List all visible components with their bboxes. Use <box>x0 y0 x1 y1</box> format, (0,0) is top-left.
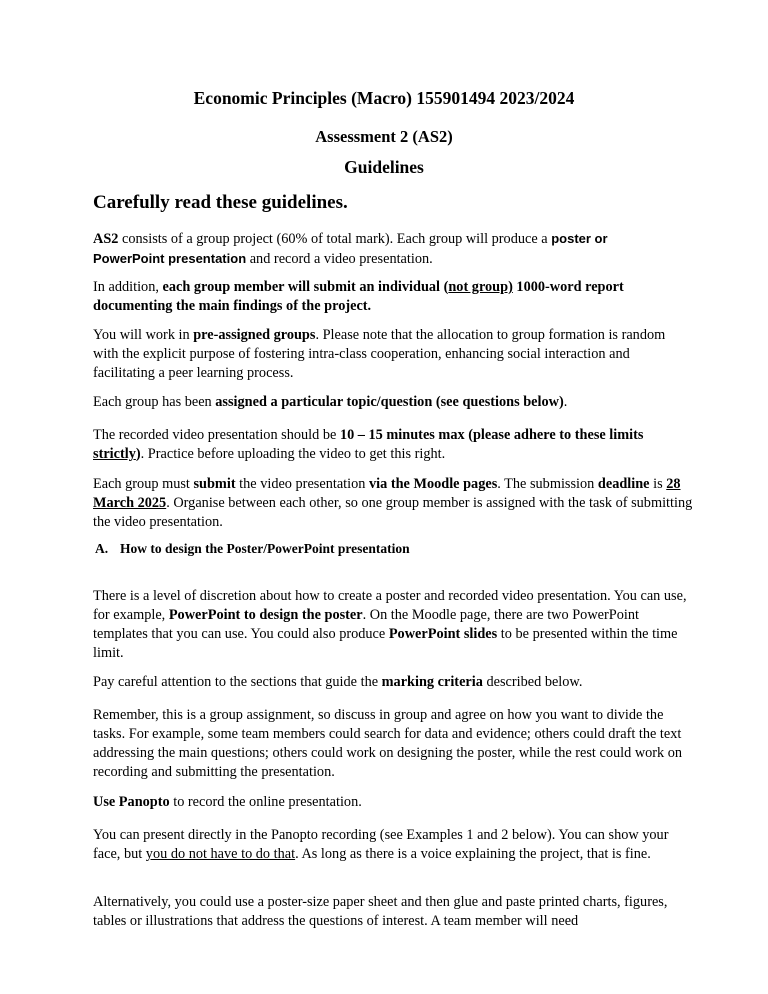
paragraph-individual-report: In addition, each group member will submit an individual (not group) 1000-word report documenting the main findings of the project. <box>93 279 624 314</box>
section-a-title: How to design the Poster/PowerPoint presentation <box>120 541 410 556</box>
section-a-heading <box>95 541 695 557</box>
paragraph-video-length: The recorded video presentation should be 10 – 15 minutes max (please adhere to these limits strictly). Practice before uploading the video to get this right. <box>93 427 644 462</box>
assessment-title: Assessment 2 (AS2) <box>315 127 453 146</box>
paragraph-group-tasks: Remember, this is a group assignment, so discuss in group and agree on how you want to divide the tasks. For example, some team members could search for data and evidence; others could draft the text addressing the main questions; others could work on designing the poster, while the rest could work on recording and submitting the presentation. <box>93 707 683 780</box>
paragraph-as2-overview: AS2 consists of a group project (60% of total mark). Each group will produce a poster or PowerPoint presentation and record a video presentation. <box>93 231 608 267</box>
paragraph-alternative-poster: Alternatively, you could use a poster-size paper sheet and then glue and paste printed charts, figures, tables or illustrations that address the questions of interest. A team member will need <box>93 894 668 929</box>
paragraph-panopto: Use Panopto to record the online presentation. <box>93 794 362 810</box>
intro-heading: Carefully read these guidelines. <box>93 192 348 213</box>
guidelines-title: Guidelines <box>344 157 424 177</box>
paragraph-present-directly: You can present directly in the Panopto recording (see Examples 1 and 2 below). You can show your face, but you do not have to do that. As long as there is a voice explaining the project, that is fine. <box>93 827 669 862</box>
paragraph-submission: Each group must submit the video presentation via the Moodle pages. The submission deadline is 28 March 2025. Organise between each other, so one group member is assigned with the task of submitting the video presentation. <box>93 476 693 530</box>
paragraph-discretion: There is a level of discretion about how to create a poster and recorded video presentation. You can use, for example, PowerPoint to design the poster. On the Moodle page, there are two PowerPoint templates that you can use. You could also produce PowerPoint slides to be presented within the time limit. <box>93 588 687 661</box>
paragraph-topic: Each group has been assigned a particular topic/question (see questions below). <box>93 394 568 410</box>
paragraph-marking-criteria: Pay careful attention to the sections that guide the marking criteria described below. <box>93 674 583 690</box>
section-a-letter: A. <box>95 541 109 556</box>
paragraph-groups: You will work in pre-assigned groups. Please note that the allocation to group formation is random with the explicit purpose of fostering intra-class cooperation, enhancing social interaction and facilitating a peer learning process. <box>93 327 666 381</box>
document-title: Economic Principles (Macro) 155901494 2023/2024 <box>193 88 575 108</box>
